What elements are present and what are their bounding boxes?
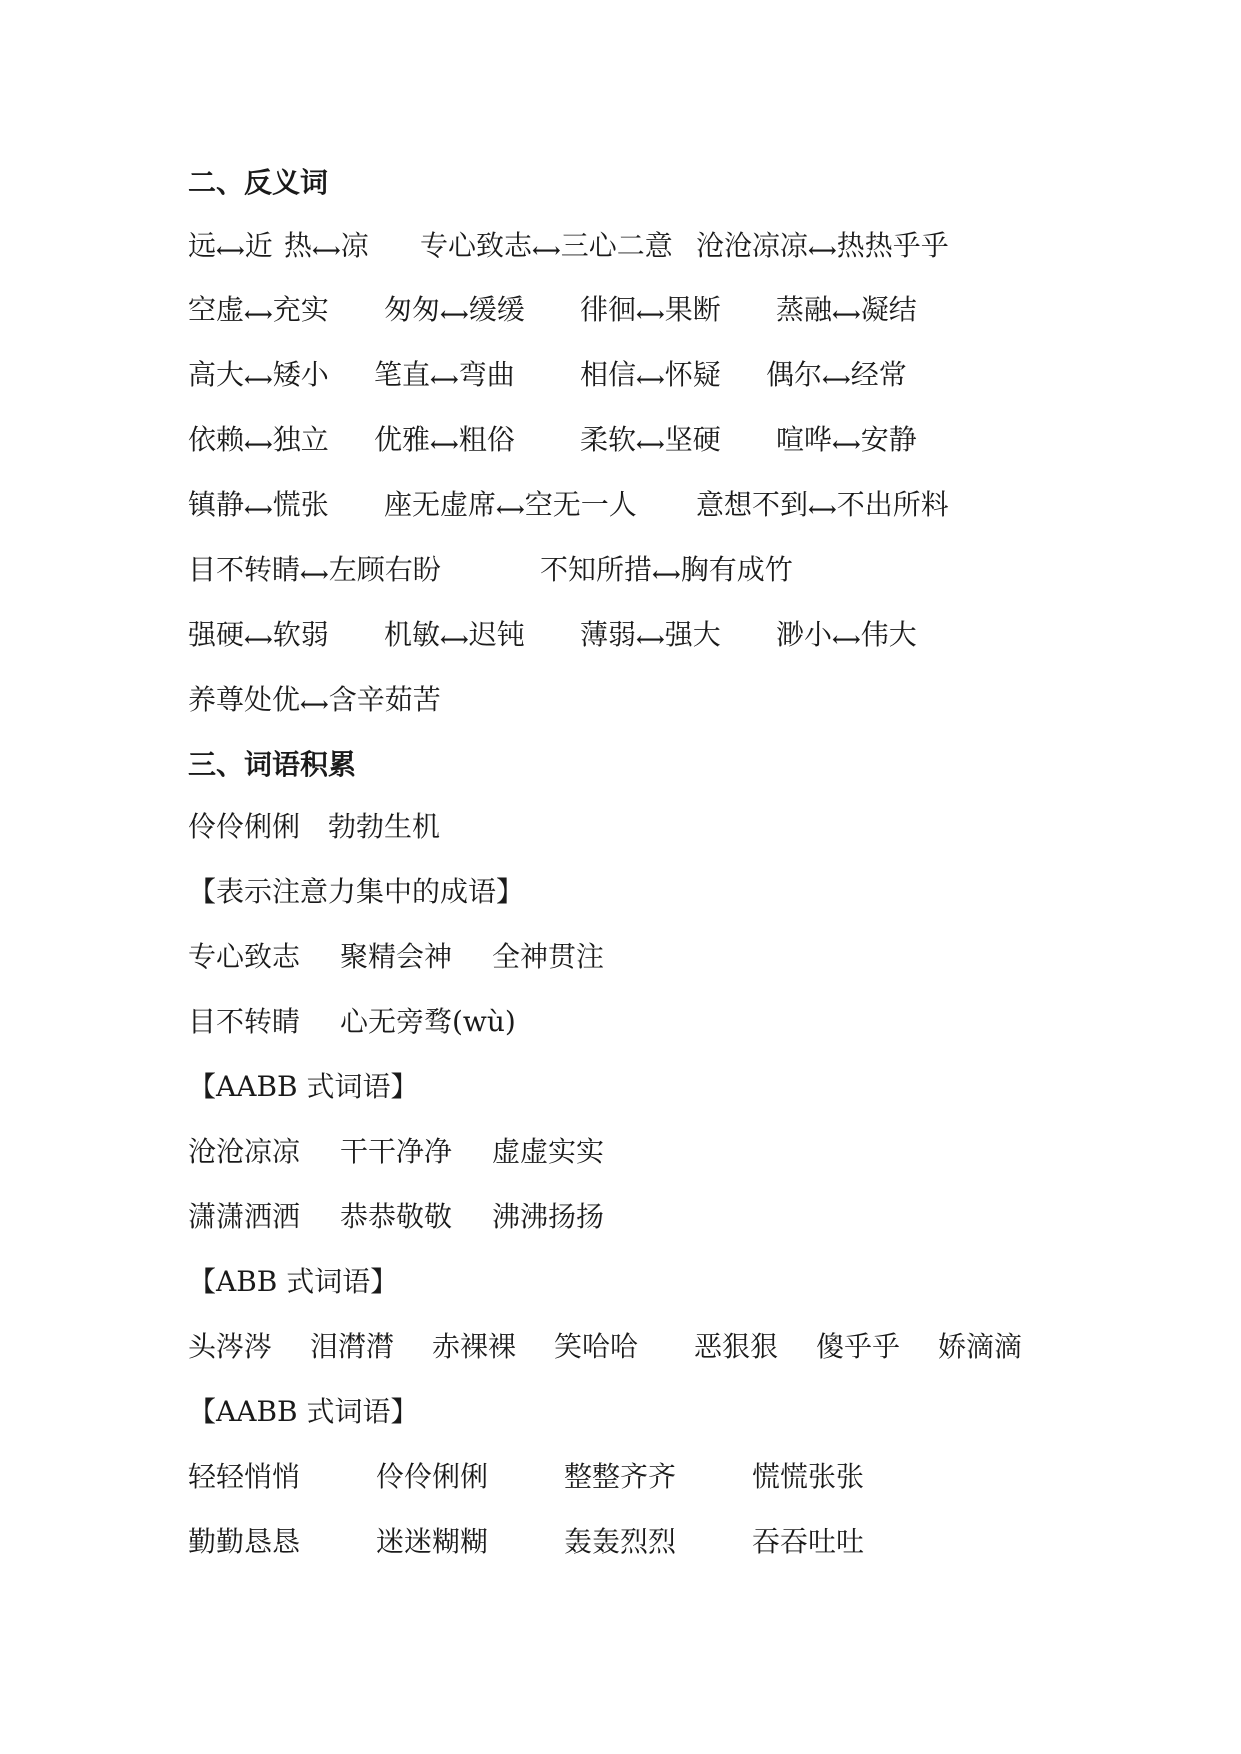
vocab-word: 勃勃生机 bbox=[328, 810, 441, 843]
antonym-word: 柔软 bbox=[580, 423, 637, 456]
antonym-word: 怀疑 bbox=[664, 358, 721, 391]
category-label: 【AABB 式词语】 bbox=[188, 1395, 419, 1428]
antonym-word: 安静 bbox=[860, 423, 917, 456]
antonym-word: 高大 bbox=[188, 358, 245, 391]
category-label: 【表示注意力集中的成语】 bbox=[188, 875, 525, 908]
section-heading-vocabulary: 三、词语积累 bbox=[188, 748, 357, 781]
double-arrow-icon: ⟷ bbox=[832, 302, 861, 326]
antonym-word: 空虚 bbox=[188, 293, 245, 326]
double-arrow-icon: ⟷ bbox=[216, 238, 245, 262]
antonym-pair bbox=[580, 422, 721, 460]
antonym-word: 沧沧凉凉 bbox=[696, 229, 809, 262]
antonym-word: 热热乎乎 bbox=[836, 229, 949, 262]
vocab-word: 吞吞吐吐 bbox=[752, 1525, 865, 1558]
antonym-word: 缓缓 bbox=[468, 293, 525, 326]
double-arrow-icon: ⟷ bbox=[312, 238, 341, 262]
antonym-word: 渺小 bbox=[776, 618, 833, 651]
antonym-word: 凉 bbox=[340, 229, 369, 262]
vocab-word: 沸沸扬扬 bbox=[492, 1200, 605, 1233]
double-arrow-icon: ⟷ bbox=[832, 432, 861, 456]
antonym-word: 远 bbox=[188, 229, 217, 262]
antonym-word: 伟大 bbox=[860, 618, 917, 651]
antonym-word: 凝结 bbox=[860, 293, 917, 326]
vocab-word: 伶伶俐俐 bbox=[376, 1460, 489, 1493]
double-arrow-icon: ⟷ bbox=[808, 497, 837, 521]
double-arrow-icon: ⟷ bbox=[300, 562, 329, 586]
antonym-pair bbox=[420, 228, 673, 266]
double-arrow-icon: ⟷ bbox=[496, 497, 525, 521]
vocab-word: 潇潇洒洒 bbox=[188, 1200, 301, 1233]
double-arrow-icon: ⟷ bbox=[636, 627, 665, 651]
vocab-word: 专心致志 bbox=[188, 940, 301, 973]
antonym-pair bbox=[384, 617, 525, 655]
antonym-pair bbox=[188, 617, 329, 655]
antonym-word: 近 bbox=[244, 229, 273, 262]
antonym-word: 喧哗 bbox=[776, 423, 833, 456]
antonym-word: 经常 bbox=[850, 358, 907, 391]
vocab-word: 整整齐齐 bbox=[564, 1460, 677, 1493]
antonym-pair bbox=[188, 552, 441, 590]
antonym-word: 三心二意 bbox=[560, 229, 673, 262]
double-arrow-icon: ⟷ bbox=[636, 367, 665, 391]
vocab-word: 目不转睛 bbox=[188, 1005, 301, 1038]
vocab-word: 笑哈哈 bbox=[554, 1330, 639, 1363]
double-arrow-icon: ⟷ bbox=[440, 302, 469, 326]
double-arrow-icon: ⟷ bbox=[636, 432, 665, 456]
antonym-word: 座无虚席 bbox=[384, 488, 497, 521]
antonym-pair bbox=[776, 422, 917, 460]
antonym-word: 矮小 bbox=[272, 358, 329, 391]
vocab-word: 迷迷糊糊 bbox=[376, 1525, 489, 1558]
antonym-pair bbox=[384, 487, 637, 525]
antonym-pair bbox=[540, 552, 793, 590]
antonym-word: 不出所料 bbox=[836, 488, 949, 521]
vocab-word: 勤勤恳恳 bbox=[188, 1525, 301, 1558]
antonym-word: 机敏 bbox=[384, 618, 441, 651]
antonym-word: 镇静 bbox=[188, 488, 245, 521]
vocab-word: 泪潸潸 bbox=[310, 1330, 395, 1363]
antonym-pair bbox=[580, 292, 721, 330]
antonym-pair bbox=[188, 682, 441, 720]
double-arrow-icon: ⟷ bbox=[636, 302, 665, 326]
antonym-word: 相信 bbox=[580, 358, 637, 391]
double-arrow-icon: ⟷ bbox=[244, 627, 273, 651]
vocab-word: 慌慌张张 bbox=[752, 1460, 865, 1493]
double-arrow-icon: ⟷ bbox=[808, 238, 837, 262]
antonym-word: 胸有成竹 bbox=[680, 553, 793, 586]
vocab-word: 心无旁骛(wù) bbox=[340, 1005, 516, 1038]
antonym-word: 软弱 bbox=[272, 618, 329, 651]
antonym-word: 意想不到 bbox=[696, 488, 809, 521]
vocab-word: 干干净净 bbox=[340, 1135, 453, 1168]
antonym-pair bbox=[766, 357, 907, 395]
antonym-word: 依赖 bbox=[188, 423, 245, 456]
antonym-word: 养尊处优 bbox=[188, 683, 301, 716]
double-arrow-icon: ⟷ bbox=[832, 627, 861, 651]
antonym-pair bbox=[696, 228, 949, 266]
antonym-word: 充实 bbox=[272, 293, 329, 326]
double-arrow-icon: ⟷ bbox=[440, 627, 469, 651]
antonym-word: 坚硬 bbox=[664, 423, 721, 456]
double-arrow-icon: ⟷ bbox=[822, 367, 851, 391]
vocab-word: 沧沧凉凉 bbox=[188, 1135, 301, 1168]
antonym-pair bbox=[776, 292, 917, 330]
antonym-pair bbox=[384, 292, 525, 330]
antonym-word: 独立 bbox=[272, 423, 329, 456]
antonym-word: 空无一人 bbox=[524, 488, 637, 521]
antonym-word: 薄弱 bbox=[580, 618, 637, 651]
vocab-word: 头涔涔 bbox=[188, 1330, 273, 1363]
antonym-word: 专心致志 bbox=[420, 229, 533, 262]
vocab-word: 赤裸裸 bbox=[432, 1330, 517, 1363]
antonym-pair bbox=[580, 617, 721, 655]
antonym-word: 果断 bbox=[664, 293, 721, 326]
antonym-word: 优雅 bbox=[374, 423, 431, 456]
antonym-word: 慌张 bbox=[272, 488, 329, 521]
antonym-word: 热 bbox=[284, 229, 313, 262]
antonym-word: 偶尔 bbox=[766, 358, 823, 391]
antonym-word: 含辛茹苦 bbox=[328, 683, 441, 716]
section-heading-antonyms: 二、反义词 bbox=[188, 166, 329, 199]
antonym-word: 笔直 bbox=[374, 358, 431, 391]
antonym-pair bbox=[188, 487, 329, 525]
vocab-word: 轰轰烈烈 bbox=[564, 1525, 677, 1558]
antonym-pair bbox=[696, 487, 949, 525]
double-arrow-icon: ⟷ bbox=[244, 497, 273, 521]
vocab-word: 全神贯注 bbox=[492, 940, 605, 973]
antonym-word: 迟钝 bbox=[468, 618, 525, 651]
vocab-word: 娇滴滴 bbox=[938, 1330, 1023, 1363]
antonym-word: 目不转睛 bbox=[188, 553, 301, 586]
antonym-word: 徘徊 bbox=[580, 293, 637, 326]
antonym-word: 粗俗 bbox=[458, 423, 515, 456]
antonym-pair bbox=[374, 422, 515, 460]
antonym-word: 左顾右盼 bbox=[328, 553, 441, 586]
antonym-pair bbox=[188, 228, 273, 266]
vocab-word: 聚精会神 bbox=[340, 940, 453, 973]
double-arrow-icon: ⟷ bbox=[430, 432, 459, 456]
double-arrow-icon: ⟷ bbox=[244, 302, 273, 326]
antonym-word: 匆匆 bbox=[384, 293, 441, 326]
antonym-word: 强大 bbox=[664, 618, 721, 651]
double-arrow-icon: ⟷ bbox=[244, 432, 273, 456]
antonym-pair bbox=[776, 617, 917, 655]
antonym-pair bbox=[580, 357, 721, 395]
antonym-pair bbox=[188, 357, 329, 395]
antonym-word: 弯曲 bbox=[458, 358, 515, 391]
vocab-word: 傻乎乎 bbox=[816, 1330, 901, 1363]
vocab-word: 虚虚实实 bbox=[492, 1135, 605, 1168]
antonym-pair bbox=[188, 292, 329, 330]
double-arrow-icon: ⟷ bbox=[532, 238, 561, 262]
vocab-word: 恭恭敬敬 bbox=[340, 1200, 453, 1233]
antonym-word: 蒸融 bbox=[776, 293, 833, 326]
antonym-word: 不知所措 bbox=[540, 553, 653, 586]
vocab-word: 恶狠狠 bbox=[694, 1330, 779, 1363]
double-arrow-icon: ⟷ bbox=[300, 692, 329, 716]
antonym-pair bbox=[188, 422, 329, 460]
double-arrow-icon: ⟷ bbox=[244, 367, 273, 391]
antonym-word: 强硬 bbox=[188, 618, 245, 651]
category-label: 【ABB 式词语】 bbox=[188, 1265, 399, 1298]
category-label: 【AABB 式词语】 bbox=[188, 1070, 419, 1103]
vocab-word: 伶伶俐俐 bbox=[188, 810, 301, 843]
antonym-pair bbox=[374, 357, 515, 395]
double-arrow-icon: ⟷ bbox=[430, 367, 459, 391]
double-arrow-icon: ⟷ bbox=[652, 562, 681, 586]
antonym-pair bbox=[284, 228, 369, 266]
vocab-word: 轻轻悄悄 bbox=[188, 1460, 301, 1493]
